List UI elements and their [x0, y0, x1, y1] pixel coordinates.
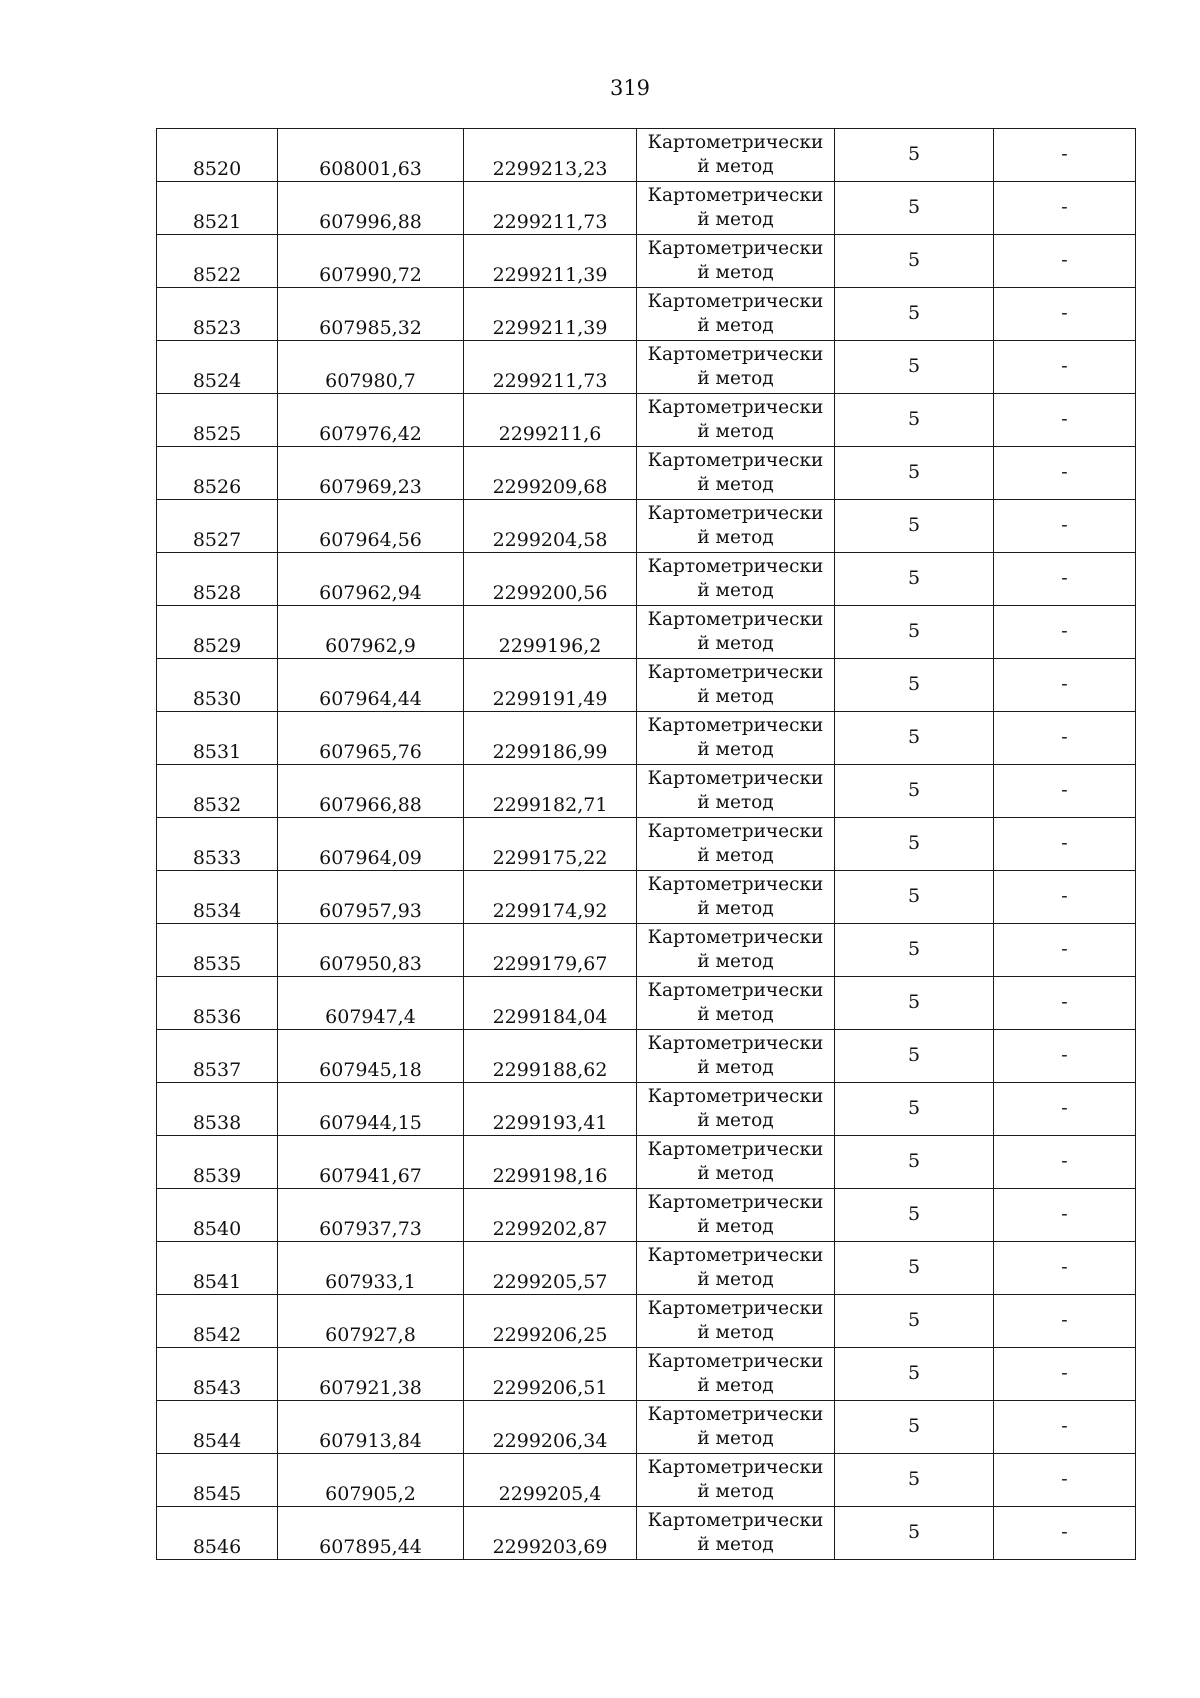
note-cell: - [994, 1348, 1136, 1401]
point-number-cell: 8531 [157, 712, 278, 765]
method-text: Картометрический метод [647, 1351, 824, 1396]
method-cell [637, 553, 835, 606]
note-cell: - [994, 129, 1136, 182]
method-text: Картометрический метод [647, 238, 824, 283]
method-text: Картометрический метод [647, 874, 824, 919]
note-cell: - [994, 500, 1136, 553]
table-row [157, 1454, 1136, 1507]
point-number-cell: 8521 [157, 182, 278, 235]
x-coordinate-cell: 607941,67 [278, 1136, 464, 1189]
method-text: Картометрический метод [647, 1457, 824, 1502]
accuracy-cell: 5 [835, 606, 994, 659]
x-coordinate-cell: 607990,72 [278, 235, 464, 288]
y-coordinate-cell: 2299191,49 [464, 659, 637, 712]
method-cell [637, 1083, 835, 1136]
x-coordinate-cell: 607985,32 [278, 288, 464, 341]
accuracy-cell: 5 [835, 1295, 994, 1348]
y-coordinate-cell: 2299186,99 [464, 712, 637, 765]
accuracy-cell: 5 [835, 765, 994, 818]
y-coordinate-cell: 2299206,34 [464, 1401, 637, 1454]
note-cell: - [994, 765, 1136, 818]
method-cell [637, 1454, 835, 1507]
point-number-cell: 8535 [157, 924, 278, 977]
point-number-cell: 8540 [157, 1189, 278, 1242]
x-coordinate-cell: 607905,2 [278, 1454, 464, 1507]
table-row [157, 182, 1136, 235]
method-cell [637, 235, 835, 288]
accuracy-cell: 5 [835, 235, 994, 288]
method-cell [637, 341, 835, 394]
x-coordinate-cell: 607927,8 [278, 1295, 464, 1348]
accuracy-cell: 5 [835, 1454, 994, 1507]
y-coordinate-cell: 2299205,4 [464, 1454, 637, 1507]
coordinates-table-body [157, 129, 1136, 1560]
point-number-cell: 8532 [157, 765, 278, 818]
x-coordinate-cell: 607966,88 [278, 765, 464, 818]
point-number-cell: 8525 [157, 394, 278, 447]
note-cell: - [994, 606, 1136, 659]
y-coordinate-cell: 2299206,25 [464, 1295, 637, 1348]
y-coordinate-cell: 2299211,73 [464, 182, 637, 235]
x-coordinate-cell: 607962,94 [278, 553, 464, 606]
accuracy-cell: 5 [835, 871, 994, 924]
table-row [157, 553, 1136, 606]
method-cell [637, 288, 835, 341]
method-cell [637, 818, 835, 871]
note-cell: - [994, 1454, 1136, 1507]
method-cell [637, 1242, 835, 1295]
point-number-cell: 8520 [157, 129, 278, 182]
point-number-cell: 8538 [157, 1083, 278, 1136]
point-number-cell: 8542 [157, 1295, 278, 1348]
point-number-cell: 8539 [157, 1136, 278, 1189]
method-cell [637, 1030, 835, 1083]
table-row [157, 1083, 1136, 1136]
point-number-cell: 8529 [157, 606, 278, 659]
x-coordinate-cell: 607921,38 [278, 1348, 464, 1401]
method-text: Картометрический метод [647, 556, 824, 601]
accuracy-cell: 5 [835, 924, 994, 977]
note-cell: - [994, 1507, 1136, 1560]
note-cell: - [994, 1030, 1136, 1083]
note-cell: - [994, 1242, 1136, 1295]
method-text: Картометрический метод [647, 1086, 824, 1131]
table-row [157, 341, 1136, 394]
table-row [157, 765, 1136, 818]
table-row [157, 129, 1136, 182]
point-number-cell: 8543 [157, 1348, 278, 1401]
method-text: Картометрический метод [647, 980, 824, 1025]
x-coordinate-cell: 607964,09 [278, 818, 464, 871]
table-row [157, 447, 1136, 500]
table-row [157, 712, 1136, 765]
note-cell: - [994, 659, 1136, 712]
method-cell [637, 394, 835, 447]
y-coordinate-cell: 2299204,58 [464, 500, 637, 553]
method-cell [637, 129, 835, 182]
y-coordinate-cell: 2299175,22 [464, 818, 637, 871]
method-text: Картометрический метод [647, 344, 824, 389]
y-coordinate-cell: 2299174,92 [464, 871, 637, 924]
accuracy-cell: 5 [835, 1189, 994, 1242]
point-number-cell: 8541 [157, 1242, 278, 1295]
accuracy-cell: 5 [835, 129, 994, 182]
x-coordinate-cell: 607947,4 [278, 977, 464, 1030]
point-number-cell: 8523 [157, 288, 278, 341]
y-coordinate-cell: 2299213,23 [464, 129, 637, 182]
y-coordinate-cell: 2299198,16 [464, 1136, 637, 1189]
y-coordinate-cell: 2299205,57 [464, 1242, 637, 1295]
note-cell: - [994, 712, 1136, 765]
y-coordinate-cell: 2299206,51 [464, 1348, 637, 1401]
method-text: Картометрический метод [647, 927, 824, 972]
method-text: Картометрический метод [647, 503, 824, 548]
table-row [157, 1030, 1136, 1083]
note-cell: - [994, 235, 1136, 288]
x-coordinate-cell: 607980,7 [278, 341, 464, 394]
note-cell: - [994, 447, 1136, 500]
coordinates-table [156, 128, 1136, 1560]
table-row [157, 1401, 1136, 1454]
method-text: Картометрический метод [647, 1510, 824, 1555]
accuracy-cell: 5 [835, 500, 994, 553]
note-cell: - [994, 288, 1136, 341]
y-coordinate-cell: 2299179,67 [464, 924, 637, 977]
method-text: Картометрический метод [647, 1404, 824, 1449]
note-cell: - [994, 818, 1136, 871]
note-cell: - [994, 871, 1136, 924]
note-cell: - [994, 394, 1136, 447]
accuracy-cell: 5 [835, 712, 994, 765]
x-coordinate-cell: 607964,56 [278, 500, 464, 553]
table-row [157, 288, 1136, 341]
point-number-cell: 8546 [157, 1507, 278, 1560]
method-text: Картометрический метод [647, 715, 824, 760]
point-number-cell: 8527 [157, 500, 278, 553]
accuracy-cell: 5 [835, 1136, 994, 1189]
note-cell: - [994, 1401, 1136, 1454]
method-text: Картометрический метод [647, 1298, 824, 1343]
method-cell [637, 447, 835, 500]
y-coordinate-cell: 2299211,73 [464, 341, 637, 394]
method-text: Картометрический метод [647, 609, 824, 654]
table-row [157, 1189, 1136, 1242]
x-coordinate-cell: 607965,76 [278, 712, 464, 765]
method-cell [637, 1348, 835, 1401]
x-coordinate-cell: 607933,1 [278, 1242, 464, 1295]
table-row [157, 977, 1136, 1030]
method-cell [637, 765, 835, 818]
method-cell [637, 1401, 835, 1454]
x-coordinate-cell: 607913,84 [278, 1401, 464, 1454]
point-number-cell: 8545 [157, 1454, 278, 1507]
table-row [157, 1295, 1136, 1348]
method-cell [637, 871, 835, 924]
x-coordinate-cell: 607950,83 [278, 924, 464, 977]
x-coordinate-cell: 607895,44 [278, 1507, 464, 1560]
y-coordinate-cell: 2299211,39 [464, 235, 637, 288]
method-cell [637, 606, 835, 659]
x-coordinate-cell: 607976,42 [278, 394, 464, 447]
note-cell: - [994, 182, 1136, 235]
page-number: 319 [609, 76, 651, 100]
x-coordinate-cell: 607969,23 [278, 447, 464, 500]
point-number-cell: 8524 [157, 341, 278, 394]
point-number-cell: 8526 [157, 447, 278, 500]
y-coordinate-cell: 2299211,39 [464, 288, 637, 341]
note-cell: - [994, 1136, 1136, 1189]
point-number-cell: 8522 [157, 235, 278, 288]
note-cell: - [994, 1189, 1136, 1242]
accuracy-cell: 5 [835, 1242, 994, 1295]
y-coordinate-cell: 2299203,69 [464, 1507, 637, 1560]
point-number-cell: 8530 [157, 659, 278, 712]
method-text: Картометрический метод [647, 450, 824, 495]
table-row [157, 924, 1136, 977]
table-row [157, 394, 1136, 447]
method-text: Картометрический метод [647, 397, 824, 442]
accuracy-cell: 5 [835, 447, 994, 500]
method-text: Картометрический метод [647, 291, 824, 336]
accuracy-cell: 5 [835, 977, 994, 1030]
method-text: Картометрический метод [647, 132, 824, 177]
accuracy-cell: 5 [835, 182, 994, 235]
note-cell: - [994, 341, 1136, 394]
table-row [157, 1242, 1136, 1295]
table-row [157, 500, 1136, 553]
table-row [157, 871, 1136, 924]
accuracy-cell: 5 [835, 1507, 994, 1560]
y-coordinate-cell: 2299188,62 [464, 1030, 637, 1083]
method-text: Картометрический метод [647, 1139, 824, 1184]
method-cell [637, 1189, 835, 1242]
y-coordinate-cell: 2299200,56 [464, 553, 637, 606]
accuracy-cell: 5 [835, 1030, 994, 1083]
table-row [157, 606, 1136, 659]
accuracy-cell: 5 [835, 1401, 994, 1454]
x-coordinate-cell: 608001,63 [278, 129, 464, 182]
note-cell: - [994, 553, 1136, 606]
table-row [157, 818, 1136, 871]
method-cell [637, 1507, 835, 1560]
y-coordinate-cell: 2299196,2 [464, 606, 637, 659]
x-coordinate-cell: 607944,15 [278, 1083, 464, 1136]
table-row [157, 1507, 1136, 1560]
accuracy-cell: 5 [835, 818, 994, 871]
method-cell [637, 977, 835, 1030]
point-number-cell: 8533 [157, 818, 278, 871]
accuracy-cell: 5 [835, 1083, 994, 1136]
y-coordinate-cell: 2299193,41 [464, 1083, 637, 1136]
note-cell: - [994, 1083, 1136, 1136]
method-text: Картометрический метод [647, 662, 824, 707]
accuracy-cell: 5 [835, 1348, 994, 1401]
method-text: Картометрический метод [647, 821, 824, 866]
accuracy-cell: 5 [835, 553, 994, 606]
accuracy-cell: 5 [835, 659, 994, 712]
x-coordinate-cell: 607945,18 [278, 1030, 464, 1083]
x-coordinate-cell: 607957,93 [278, 871, 464, 924]
point-number-cell: 8528 [157, 553, 278, 606]
accuracy-cell: 5 [835, 341, 994, 394]
note-cell: - [994, 1295, 1136, 1348]
y-coordinate-cell: 2299184,04 [464, 977, 637, 1030]
method-text: Картометрический метод [647, 1245, 824, 1290]
method-cell [637, 182, 835, 235]
method-cell [637, 924, 835, 977]
table-row [157, 1348, 1136, 1401]
x-coordinate-cell: 607964,44 [278, 659, 464, 712]
y-coordinate-cell: 2299211,6 [464, 394, 637, 447]
y-coordinate-cell: 2299202,87 [464, 1189, 637, 1242]
x-coordinate-cell: 607937,73 [278, 1189, 464, 1242]
note-cell: - [994, 977, 1136, 1030]
method-cell [637, 500, 835, 553]
method-cell [637, 1295, 835, 1348]
method-text: Картометрический метод [647, 1192, 824, 1237]
y-coordinate-cell: 2299209,68 [464, 447, 637, 500]
x-coordinate-cell: 607996,88 [278, 182, 464, 235]
table-row [157, 1136, 1136, 1189]
method-text: Картометрический метод [647, 768, 824, 813]
method-text: Картометрический метод [647, 1033, 824, 1078]
note-cell: - [994, 924, 1136, 977]
point-number-cell: 8537 [157, 1030, 278, 1083]
x-coordinate-cell: 607962,9 [278, 606, 464, 659]
accuracy-cell: 5 [835, 394, 994, 447]
point-number-cell: 8536 [157, 977, 278, 1030]
method-cell [637, 1136, 835, 1189]
accuracy-cell: 5 [835, 288, 994, 341]
table-row [157, 235, 1136, 288]
y-coordinate-cell: 2299182,71 [464, 765, 637, 818]
method-text: Картометрический метод [647, 185, 824, 230]
table-row [157, 659, 1136, 712]
point-number-cell: 8534 [157, 871, 278, 924]
point-number-cell: 8544 [157, 1401, 278, 1454]
method-cell [637, 712, 835, 765]
method-cell [637, 659, 835, 712]
